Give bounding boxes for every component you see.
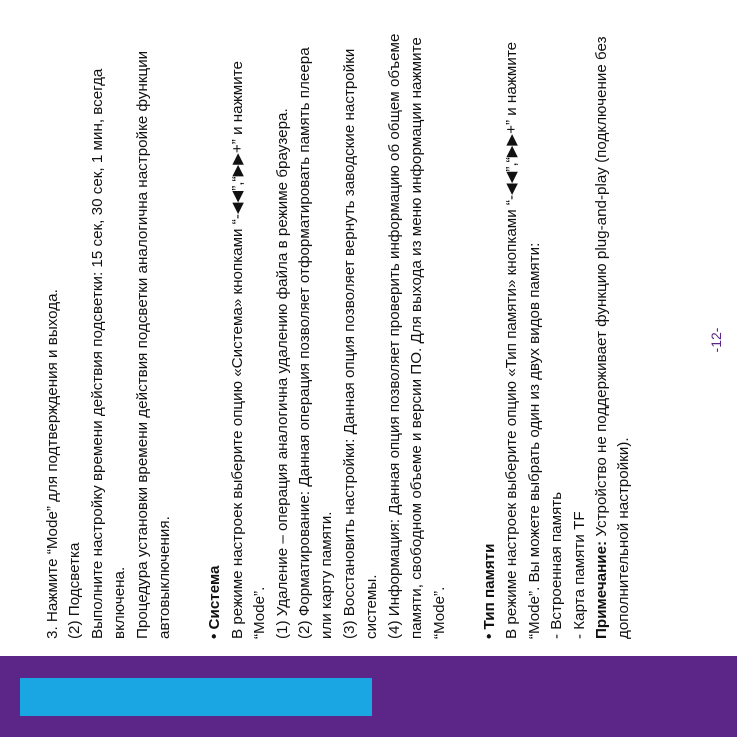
- system-item-3: (3) Восстановить настройки: Данная опция позволяет вернуть заводские настройки системы.: [340, 48, 381, 639]
- step-3-line: 3. Нажмите “Mode” для подтверждения и выхода.: [44, 289, 61, 639]
- system-heading: • Система: [206, 565, 224, 639]
- memory-option-tf: - Карта памяти TF: [570, 511, 588, 639]
- memory-intro: В режиме настроек выберите опцию «Тип памяти» кнопками “-◀◀”,“▶▶+” и нажмите “Mode”. Вы можете выбрать один из двух видов памяти:: [503, 41, 543, 639]
- system-item-4: (4) Информация: Данная опция позволяет проверить информацию об общем объеме памяти, свободном объеме и версии ПО. Для выхода из меню информации нажмите “Mode”.: [385, 33, 448, 639]
- system-item-1: (1) Удаление – операция аналогична удалению файла в режиме браузера.: [273, 108, 291, 639]
- backlight-heading: (2) Подсветка: [66, 542, 84, 639]
- system-intro: В режиме настроек выберите опцию «Система» кнопками “-◀◀”,“▶▶+” и нажмите “Mode”.: [228, 61, 269, 639]
- page-number: -12-: [708, 327, 724, 353]
- page-body: [42, 19, 636, 639]
- note-label: Примечание:: [592, 540, 610, 639]
- backlight-note: Процедура установки времени действия подсветки аналогична настройке функции автовыключения.: [133, 50, 174, 639]
- backlight-desc: Выполните настройку времени действия подсветки: 15 сек, 30 сек, 1 мин, всегда включена.: [88, 68, 129, 639]
- memory-option-internal: - Встроенная память: [548, 491, 566, 639]
- note-text: Устройство не поддерживает функцию plug-and-play (подключение без дополнительной настройки).: [592, 36, 633, 639]
- memory-note: [591, 19, 636, 639]
- system-item-2: (2) Форматирование: Данная операция позволяет отформатировать память плеера или карту памяти.: [296, 47, 336, 639]
- memory-heading: • Тип памяти: [480, 543, 498, 639]
